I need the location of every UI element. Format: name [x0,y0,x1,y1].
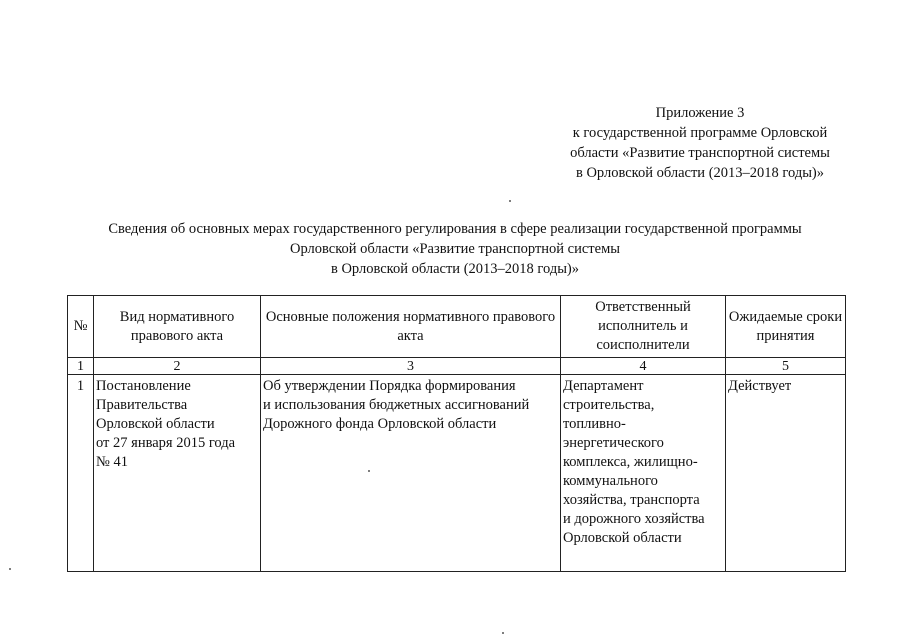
cell-line: Постановление [96,378,191,394]
provisions-cell [261,375,561,572]
column-number: 1 [68,358,94,375]
appendix-line: области «Развитие транспортной системы [570,145,830,161]
cell-line: Правительства [96,397,188,413]
column-number: 4 [561,358,726,375]
cell-line: и дорожного хозяйства [563,511,705,527]
title-line: Орловской области «Развитие транспортной системы [289,241,620,257]
scan-speck [502,632,504,634]
executor-cell [561,375,726,572]
header-number: № [68,296,94,358]
cell-line: комплекса, жилищно- [563,454,698,470]
scan-speck [9,568,11,570]
regulation-measures-table [67,295,846,572]
cell-line: Дорожного фонда Орловской области [263,416,497,432]
column-number-row [68,358,846,375]
cell-line: коммунального [563,473,658,489]
scan-speck [509,200,511,202]
row-number: 1 [68,375,94,572]
act-type-cell [94,375,261,572]
header-act-type: Вид нормативного правового акта [94,296,261,358]
cell-line: и использования бюджетных ассигнований [263,397,530,413]
deadline-cell: Действует [726,375,846,572]
column-number: 5 [726,358,846,375]
cell-line: от 27 января 2015 года [96,435,236,451]
cell-line: энергетического [563,435,664,451]
title-line: Сведения об основных мерах государственного регулирования в сфере реализации государственной программы [108,221,802,237]
cell-line: Об утверждении Порядка формирования [263,378,516,394]
appendix-line: в Орловской области (2013–2018 годы)» [575,165,825,181]
cell-line: Орловской области [96,416,215,432]
table-header-row [68,296,846,358]
appendix-line: Приложение 3 [655,105,745,121]
cell-line: хозяйства, транспорта [563,492,700,508]
cell-line: Департамент [563,378,644,394]
document-title [60,219,850,279]
title-line: в Орловской области (2013–2018 годы)» [330,261,580,277]
cell-line: топливно- [563,416,626,432]
header-executor: Ответственный исполнитель и соисполнители [561,296,726,358]
column-number: 2 [94,358,261,375]
appendix-line: к государственной программе Орловской [572,125,828,141]
header-provisions: Основные положения нормативного правового акта [261,296,561,358]
header-deadline: Ожидаемые сроки принятия [726,296,846,358]
cell-line: № 41 [96,454,128,470]
appendix-block [540,103,860,183]
cell-line: строительства, [563,397,655,413]
column-number: 3 [261,358,561,375]
cell-line: Орловской области [563,530,682,546]
table-row [68,375,846,572]
